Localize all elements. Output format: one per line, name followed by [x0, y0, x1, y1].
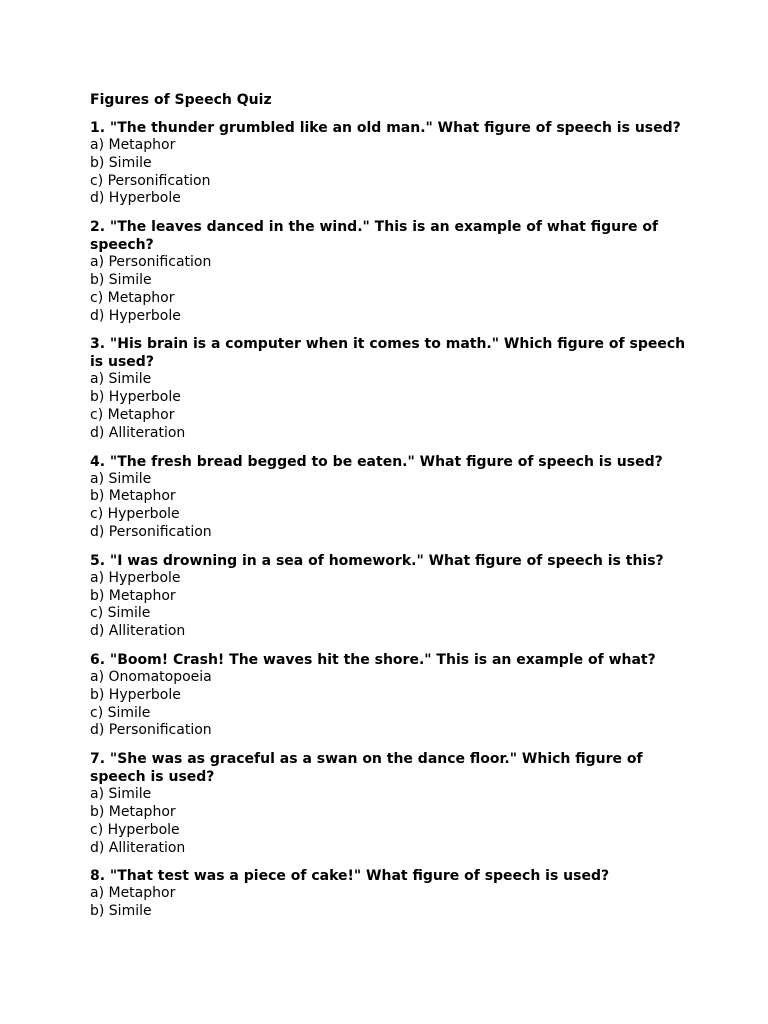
- question-text: 6. "Boom! Crash! The waves hit the shore." This is an example of what?: [90, 651, 656, 668]
- question-8: [90, 867, 690, 921]
- option-a: a) Metaphor: [90, 885, 176, 902]
- question-text: 8. "That test was a piece of cake!" What figure of speech is used?: [90, 868, 610, 885]
- document-page: [90, 91, 690, 931]
- question-text: 2. "The leaves danced in the wind." This is an example of what figure of speech?: [90, 219, 659, 254]
- option-d: d) Alliteration: [90, 839, 186, 856]
- question-2: [90, 218, 690, 325]
- option-a: a) Simile: [90, 470, 152, 487]
- option-c: c) Simile: [90, 605, 151, 622]
- option-c: c) Hyperbole: [90, 506, 180, 523]
- option-d: d) Hyperbole: [90, 190, 181, 207]
- question-text: 5. "I was drowning in a sea of homework." What figure of speech is this?: [90, 552, 664, 569]
- question-7: [90, 750, 690, 857]
- question-text: 4. "The fresh bread begged to be eaten." What figure of speech is used?: [90, 453, 663, 470]
- question-text: 3. "His brain is a computer when it comes to math." Which figure of speech is used?: [90, 336, 686, 371]
- option-b: b) Hyperbole: [90, 389, 181, 406]
- option-c: c) Hyperbole: [90, 821, 180, 838]
- option-a: a) Simile: [90, 786, 152, 803]
- question-3: [90, 335, 690, 442]
- question-text: 7. "She was as graceful as a swan on the dance floor." Which figure of speech is used?: [90, 751, 643, 786]
- option-a: a) Onomatopoeia: [90, 668, 212, 685]
- option-a: a) Hyperbole: [90, 569, 181, 586]
- option-a: a) Personification: [90, 254, 212, 271]
- question-6: [90, 651, 690, 740]
- option-d: d) Personification: [90, 722, 212, 739]
- option-c: c) Simile: [90, 704, 151, 721]
- option-b: b) Simile: [90, 903, 152, 920]
- option-b: b) Metaphor: [90, 488, 176, 505]
- option-a: a) Simile: [90, 371, 152, 388]
- option-d: d) Alliteration: [90, 623, 186, 640]
- option-c: c) Metaphor: [90, 406, 175, 423]
- option-c: c) Metaphor: [90, 289, 175, 306]
- question-4: [90, 453, 690, 542]
- option-d: d) Hyperbole: [90, 307, 181, 324]
- page-title: Figures of Speech Quiz: [90, 92, 272, 108]
- option-d: d) Personification: [90, 523, 212, 540]
- option-d: d) Alliteration: [90, 424, 186, 441]
- question-1: [90, 119, 690, 208]
- option-b: b) Simile: [90, 154, 152, 171]
- question-5: [90, 552, 690, 641]
- option-b: b) Hyperbole: [90, 686, 181, 703]
- option-a: a) Metaphor: [90, 137, 176, 153]
- option-b: b) Metaphor: [90, 587, 176, 604]
- option-c: c) Personification: [90, 172, 211, 189]
- question-text: 1. "The thunder grumbled like an old man." What figure of speech is used?: [90, 120, 681, 136]
- option-b: b) Metaphor: [90, 803, 176, 820]
- option-b: b) Simile: [90, 271, 152, 288]
